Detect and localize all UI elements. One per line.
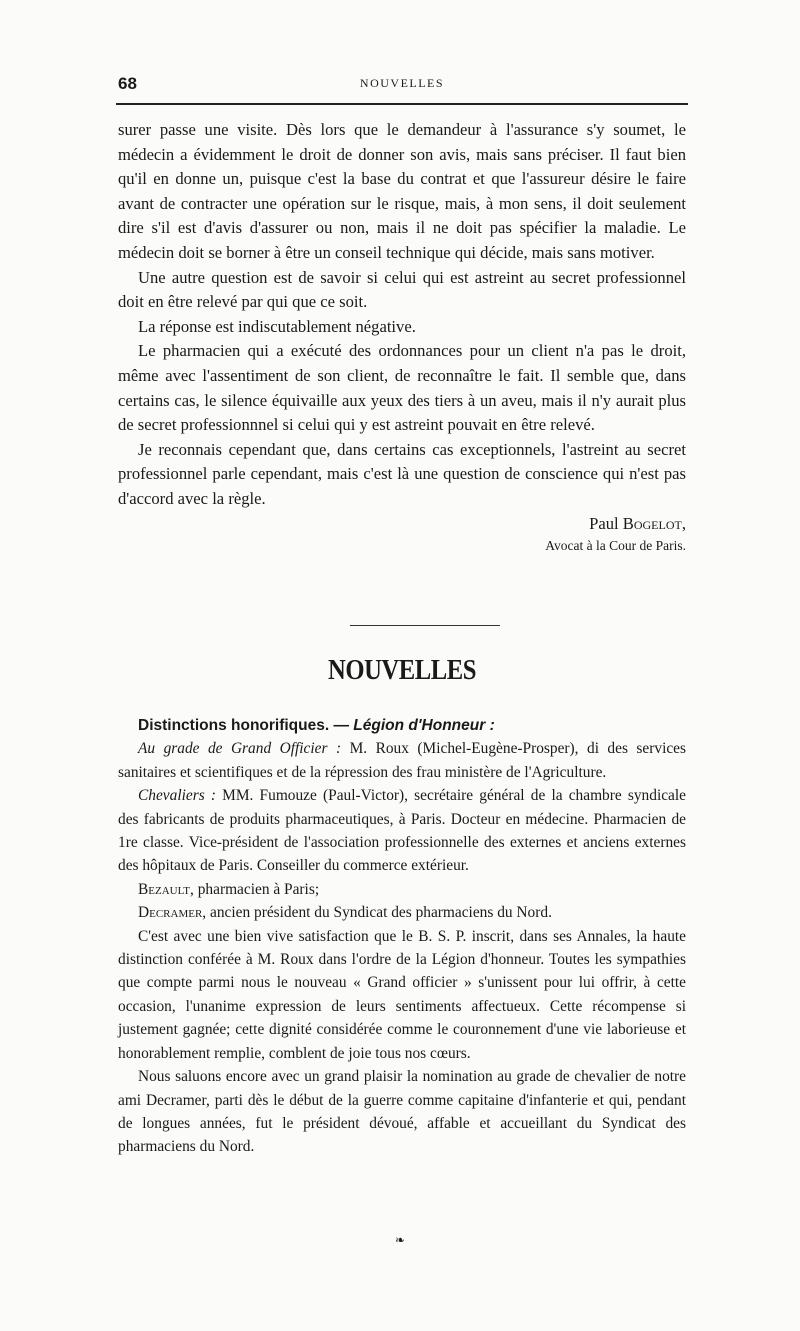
decramer-text: ancien président du Syndicat des pharmaciens du Nord. bbox=[210, 904, 552, 922]
article-paragraph: Je reconnais cependant que, dans certains cas exceptionnels, l'astreint au secret professionnel parle cependant, mais c'est là une question de conscience qui n'est pas d'accord avec la règle. bbox=[118, 439, 686, 508]
bezault-text: pharmacien à Paris; bbox=[197, 880, 320, 898]
page-number: 68 bbox=[118, 74, 137, 93]
news-section bbox=[118, 714, 686, 1159]
bezault-entry bbox=[118, 878, 686, 901]
article-paragraph: Une autre question est de savoir si celui qui est astreint au secret professionnel doit en être relevé par qui que ce soit. bbox=[118, 267, 686, 312]
end-ornament: ❧ bbox=[395, 1233, 406, 1247]
bezault-name: Bezault, bbox=[138, 880, 194, 898]
article-paragraph: La réponse est indiscutablement négative. bbox=[138, 316, 416, 336]
grand-officier-label: Au grade de Grand Officier : bbox=[138, 740, 342, 758]
chevaliers-label: Chevaliers : bbox=[138, 787, 216, 805]
author-affiliation: Avocat à la Cour de Paris. bbox=[545, 538, 686, 554]
grand-officier-entry bbox=[118, 737, 686, 784]
section-divider bbox=[350, 625, 500, 626]
author-first-name: Paul bbox=[589, 513, 619, 533]
page-header bbox=[118, 74, 686, 96]
decramer-entry bbox=[118, 901, 686, 924]
author-last-name: Bogelot, bbox=[622, 513, 686, 533]
article-body bbox=[118, 118, 686, 556]
grand-officier-text: M. Roux (Michel-Eugène-Prosper), di des services sanitaires et scientifiques et de la répression des frau ministère de l'Agriculture. bbox=[118, 740, 686, 781]
news-paragraph: C'est avec une bien vive satisfaction que le B. S. P. inscrit, dans ses Annales, la haute distinction conférée à M. Roux dans l'ordre de la Légion d'honneur. Toutes les sympathies que compte parmi nous le nouveau « Grand officier » s'unissent pour lui offrir, à cette occasion, l'unanime expression de leurs sentiments affectueux. Cette récompense si justement gagnée; cette dignité considérée comme le couronnement d'une vie laborieuse et honorablement remplie, comblent de joie tous nos cœurs. bbox=[118, 927, 686, 1062]
section-title: NOUVELLES bbox=[327, 655, 477, 686]
decramer-name: Decramer, bbox=[138, 904, 207, 922]
article-paragraph: Le pharmacien qui a exécuté des ordonnances pour un client n'a pas le droit, même avec l'assentiment de son client, de reconnaître le fait. Il semble que, dans certains cas, le silence équivaille aux yeux des tiers à un aveu, mais il n'y aurait plus de secret professionnnel si celui qui y est astreint pouvait en être relevé. bbox=[118, 341, 686, 435]
rubric-heading: Distinctions honorifiques. — bbox=[138, 717, 349, 734]
news-rubric bbox=[118, 714, 686, 737]
running-title: NOUVELLES bbox=[359, 76, 445, 90]
author-signature bbox=[118, 512, 686, 537]
article-paragraph: surer passe une visite. Dès lors que le demandeur à l'assurance s'y soumet, le médecin a évidemment le droit de donner son avis, mais sans préciser. Il faut bien qu'il en donne un, puisque c'est la base du contrat et que l'assureur désire le faire avant de contracter une opération sur le risque, mais, à mon sens, il doit seulement dire s'il est d'avis d'assurer ou non, mais il ne doit pas spécifier la maladie. Le médecin doit se borner à être un conseil technique qui décide, mais sans motiver. bbox=[118, 120, 686, 262]
rubric-subheading: Légion d'Honneur : bbox=[353, 717, 495, 734]
chevaliers-text: MM. Fumouze (Paul-Victor), secrétaire général de la chambre syndicale des fabricants de produits pharmaceutiques, à Paris. Docteur en médecine. Pharmacien de 1re classe. Vice-président de l'association professionnelle des externes et anciens externes des hôpitaux de Paris. Conseiller du commerce extérieur. bbox=[118, 787, 686, 875]
news-paragraph: Nous saluons encore avec un grand plaisir la nomination au grade de chevalier de notre ami Decramer, parti dès le début de la guerre comme capitaine d'infanterie et qui, pendant de longues années, fut le président dévoué, affable et accueillant du Syndicat des pharmaciens du Nord. bbox=[118, 1068, 686, 1156]
header-rule bbox=[116, 103, 688, 105]
chevaliers-entry bbox=[118, 784, 686, 878]
